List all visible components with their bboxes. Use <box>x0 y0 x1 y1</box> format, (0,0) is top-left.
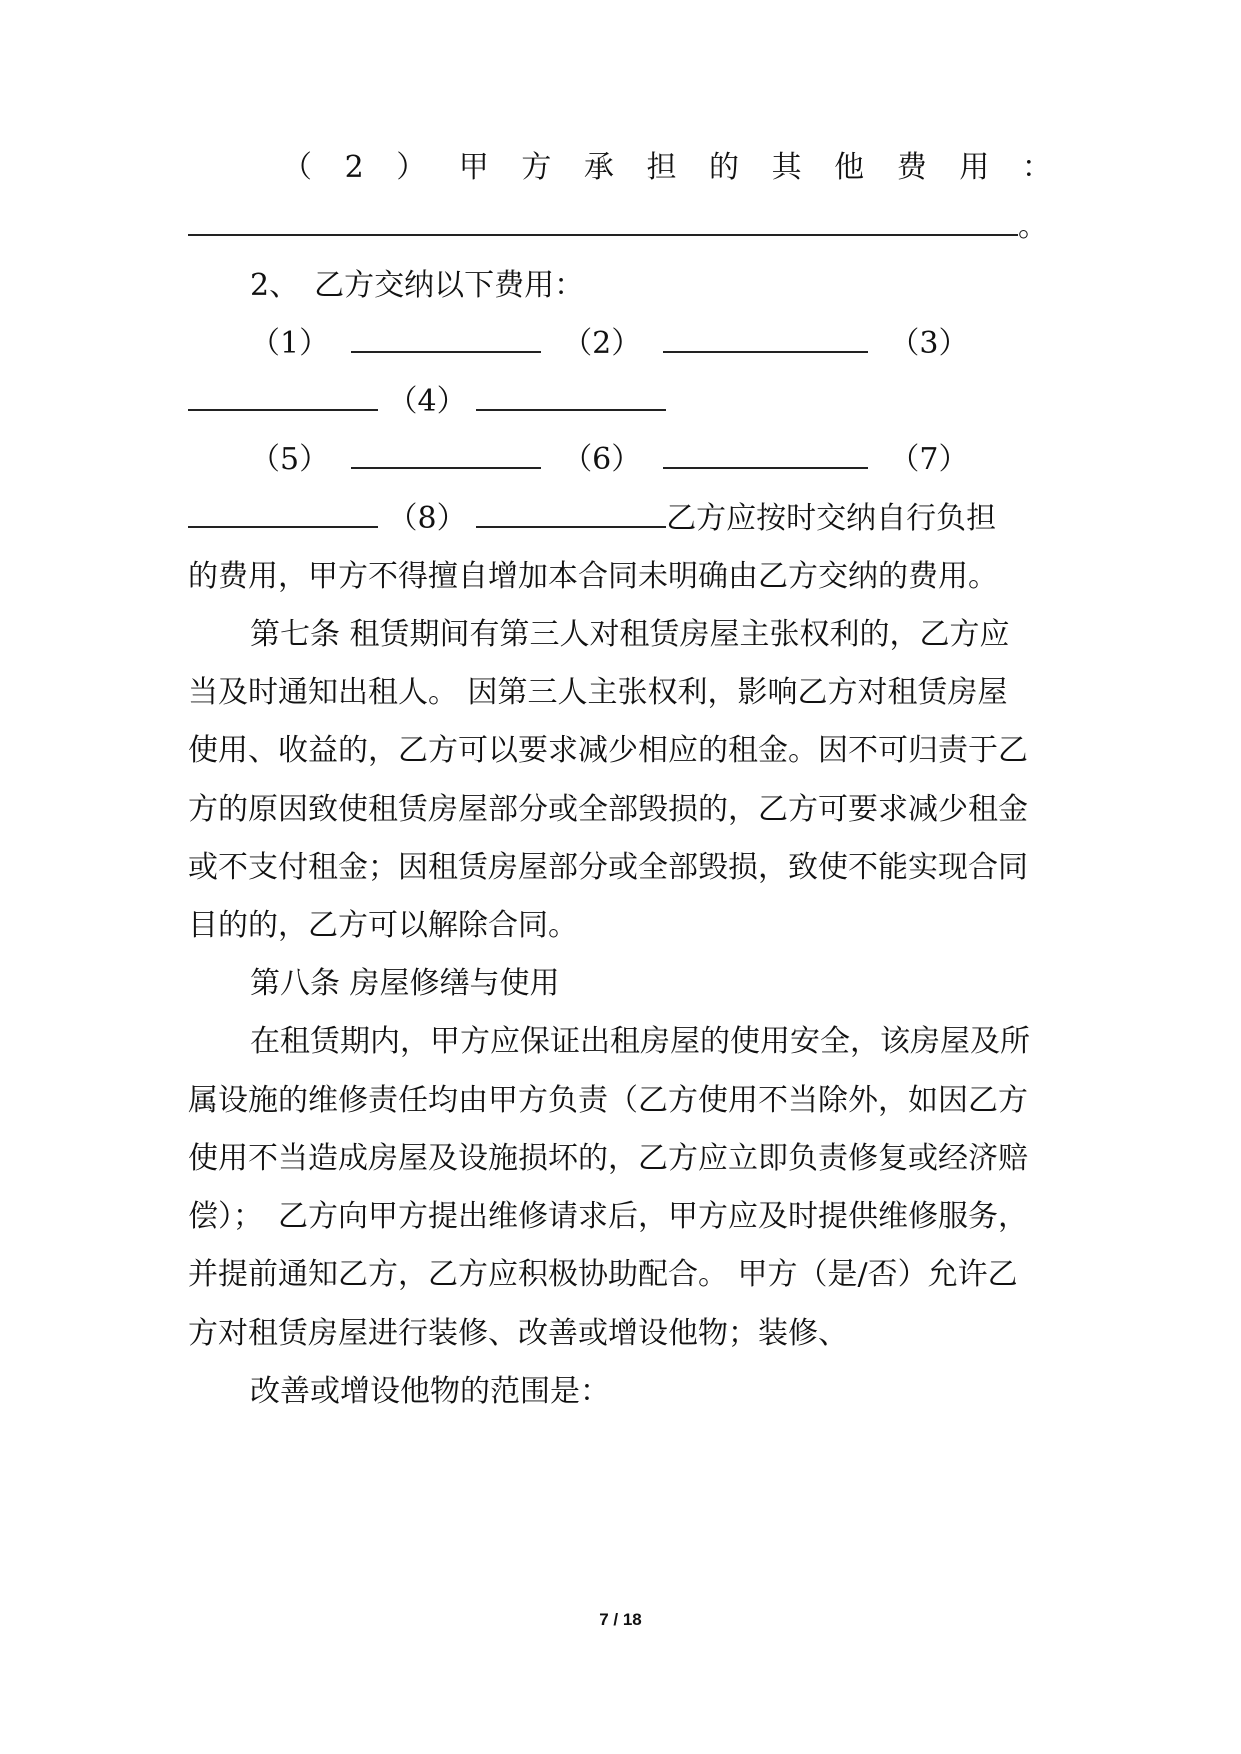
item-2-heading <box>250 266 1052 306</box>
text: 改善或增设他物的范围是： <box>250 1374 610 1409</box>
fill-in-blank-line <box>188 207 1052 247</box>
text: 乙方应按时交纳自行负担 <box>666 501 997 536</box>
char: ） <box>396 150 427 185</box>
char: 其 <box>771 150 802 185</box>
text: 属设施的维修责任均由甲方负责（乙方使用不当除外，如因乙方 <box>188 1083 1028 1118</box>
paragraph-line <box>188 673 1052 713</box>
label-2: （2） <box>562 326 642 361</box>
label-3: （3） <box>889 326 969 361</box>
paragraph-line <box>188 1139 1052 1179</box>
char: 的 <box>709 150 740 185</box>
label-6: （6） <box>562 442 642 477</box>
blank <box>663 441 868 469</box>
blank <box>351 325 541 353</box>
blank <box>188 208 1018 236</box>
label-4: （4） <box>387 384 467 419</box>
text: 的费用，甲方不得擅自增加本合同未明确由乙方交纳的费用。 <box>188 559 998 594</box>
text: 方的原因致使租赁房屋部分或全部毁损的，乙方可要求减少租金 <box>188 792 1028 827</box>
paragraph-line <box>250 1372 1052 1412</box>
paragraph-line <box>188 1197 1052 1237</box>
paragraph-line <box>188 1081 1052 1121</box>
paragraph-line <box>188 848 1052 888</box>
page-number: 7 / 18 <box>599 1610 642 1629</box>
text: 在租赁期内，甲方应保证出租房屋的使用安全，该房屋及所 <box>250 1024 1030 1059</box>
blank <box>663 325 868 353</box>
char: 费 <box>896 150 927 185</box>
label-5: （5） <box>250 442 330 477</box>
fee-blanks-row-4 <box>188 499 1052 539</box>
label-8: （8） <box>387 501 467 536</box>
paragraph-line <box>188 1314 1052 1354</box>
paragraph-line <box>188 731 1052 771</box>
text: 使用不当造成房屋及设施损坏的，乙方应立即负责修复或经济赔 <box>188 1141 1028 1176</box>
item-2-other-fees-line <box>282 148 1052 188</box>
text: 当及时通知出租人。 因第三人主张权利，影响乙方对租赁房屋 <box>188 675 1008 710</box>
char: （ <box>282 150 312 185</box>
text: 方对租赁房屋进行装修、改善或增设他物；装修、 <box>188 1316 848 1351</box>
char: 担 <box>646 150 677 185</box>
fee-blanks-row-1 <box>250 324 1052 364</box>
item-2-text: 2、 乙方交纳以下费用： <box>250 268 585 303</box>
blank <box>476 500 666 528</box>
char: 他 <box>834 150 865 185</box>
char: 用 <box>959 150 990 185</box>
label-7: （7） <box>889 442 969 477</box>
text: 使用、收益的，乙方可以要求减少相应的租金。因不可归责于乙 <box>188 733 1028 768</box>
text: 第七条 租赁期间有第三人对租赁房屋主张权利的，乙方应 <box>250 617 1010 652</box>
text: 目的的，乙方可以解除合同。 <box>188 908 578 943</box>
fee-blanks-row-2 <box>188 382 1052 422</box>
article-7-line <box>250 615 1052 655</box>
text: 第八条 房屋修缮与使用 <box>250 966 560 1001</box>
paragraph-line <box>250 1022 1052 1062</box>
paragraph-line <box>188 906 1052 946</box>
text: 或不支付租金；因租赁房屋部分或全部毁损，致使不能实现合同 <box>188 850 1028 885</box>
article-8-heading <box>250 964 1052 1004</box>
char: 2 <box>344 150 364 185</box>
fee-blanks-row-3 <box>250 440 1052 480</box>
period: 。 <box>1018 209 1048 244</box>
label-1: （1） <box>250 326 330 361</box>
blank <box>188 500 378 528</box>
text: 偿）； 乙方向甲方提出维修请求后，甲方应及时提供维修服务， <box>188 1199 1028 1234</box>
blank <box>351 441 541 469</box>
char: 甲 <box>458 150 489 185</box>
text: 并提前通知乙方，乙方应积极协助配合。 甲方（是/否）允许乙 <box>188 1257 1018 1292</box>
paragraph-line <box>188 557 1052 597</box>
blank <box>476 383 666 411</box>
paragraph-line <box>188 790 1052 830</box>
char: 承 <box>583 150 614 185</box>
char: ： <box>1021 150 1052 185</box>
char: 方 <box>521 150 552 185</box>
blank <box>188 383 378 411</box>
paragraph-line <box>188 1255 1052 1295</box>
